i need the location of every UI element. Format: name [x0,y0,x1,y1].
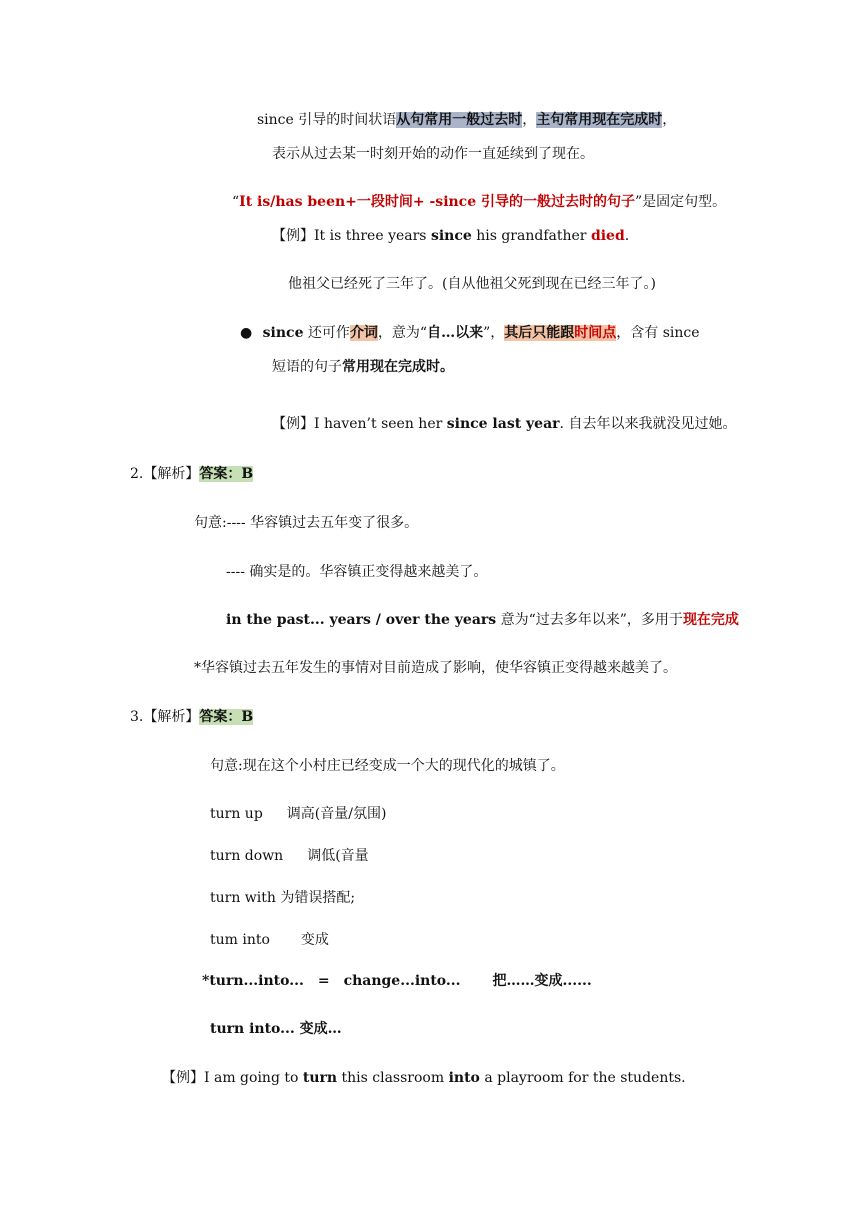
keyword: 常用现在完成时。 [342,359,454,375]
since-rule-line-1 [257,108,676,132]
example-tag: 【例】 [162,1070,204,1086]
phrase-turn-down [210,844,369,868]
q3-heading [130,705,253,729]
keyword: 自…以来 [427,325,484,341]
phrase-turn-up [210,802,386,826]
keyword: died [590,228,625,244]
text: since 引导的时间状语 [257,112,397,128]
phrase: turn down [210,848,284,864]
text: . [624,228,630,244]
highlight-main-perfect: 主句常用现在完成时 [536,112,663,128]
highlight-preposition: 介词 [349,325,378,341]
question-number: 2.【解析】 [130,466,200,482]
keyword: since last year [446,416,560,432]
phrase: turn up [210,806,263,822]
phrase-turn-with: turn with 为错误搭配; [210,890,356,906]
highlight-only-follow: 其后只能跟 [504,325,575,341]
phrase: tum into [210,932,270,948]
text: ”是固定句型。 [635,194,727,210]
since-prep-bullet-line-2 [272,355,454,379]
q2-meaning-1: 句意:---- 华容镇过去五年变了很多。 [194,515,419,531]
text: ”， [483,325,505,341]
phrase-meaning: 调高(音量/氛围) [286,806,387,822]
text: this classroom [337,1070,449,1086]
keyword: since [262,325,304,341]
fixed-pattern: It is/has been+一段时间+ -since 引导的一般过去时的句子 [239,194,635,210]
text: . 自去年以来我就没见过她。 [559,416,737,432]
phrase-meaning: 调低(音量 [307,848,369,864]
phrase: *turn...into... [202,973,304,989]
keyword: into [448,1070,480,1086]
phrase-turn-into [210,928,329,952]
highlight-clause-past: 从句常用一般过去时 [396,112,523,128]
text: I am going to [204,1070,303,1086]
example-3 [162,1066,686,1090]
example-1 [272,224,629,248]
highlight-time-point: 时间点 [574,325,617,341]
turn-into-meaning: turn into... 变成… [210,1021,342,1037]
keyword: in the past... years / over the years [226,612,497,628]
q3-meaning: 句意:现在这个小村庄已经变成一个大的现代化的城镇了。 [210,758,565,774]
answer-badge: 答案：B [199,466,254,482]
text: ， [662,112,677,128]
text: 还可作 [303,325,350,341]
q2-note: *华容镇过去五年发生的事情对目前造成了影响，使华容镇正变得越来越美了。 [194,660,677,676]
since-rule-line-2: 表示从过去某一时刻开始的动作一直延续到了现在。 [272,146,594,162]
question-number: 3.【解析】 [130,709,200,725]
text: ， [522,112,537,128]
q2-meaning-2: ---- 确实是的。华容镇正变得越来越美了。 [226,564,488,580]
text: I haven’t seen her [314,416,447,432]
turn-into-equivalence [202,969,592,993]
text: his grandfather [471,228,591,244]
keyword: since [430,228,472,244]
keyword: turn [302,1070,338,1086]
text: It is three years [314,228,431,244]
equals-sign: = [317,973,330,989]
example-2 [272,412,736,436]
phrase-meaning: 把……变成...... [492,973,592,989]
phrase-meaning: 变成 [300,932,329,948]
text: a playroom for the students. [479,1070,686,1086]
answer-badge: 答案：B [199,709,254,725]
q2-heading [130,462,253,486]
example-tag: 【例】 [272,228,314,244]
text: 意为“过去多年以来”，多用于 [496,612,683,628]
example-1-translation: 他祖父已经死了三年了。(自从他祖父死到现在已经三年了。) [288,276,656,292]
phrase: change...into... [343,973,461,989]
keyword: 现在完成 [682,612,739,628]
bullet-icon: ● [240,325,253,341]
fixed-pattern-line [232,190,726,214]
example-tag: 【例】 [272,416,314,432]
text: ，意为“ [377,325,428,341]
q2-explanation [226,608,739,632]
text: 短语的句子 [272,359,342,375]
text: ，含有 since [616,325,700,341]
text: “ [232,194,240,210]
since-prep-bullet [240,321,700,345]
